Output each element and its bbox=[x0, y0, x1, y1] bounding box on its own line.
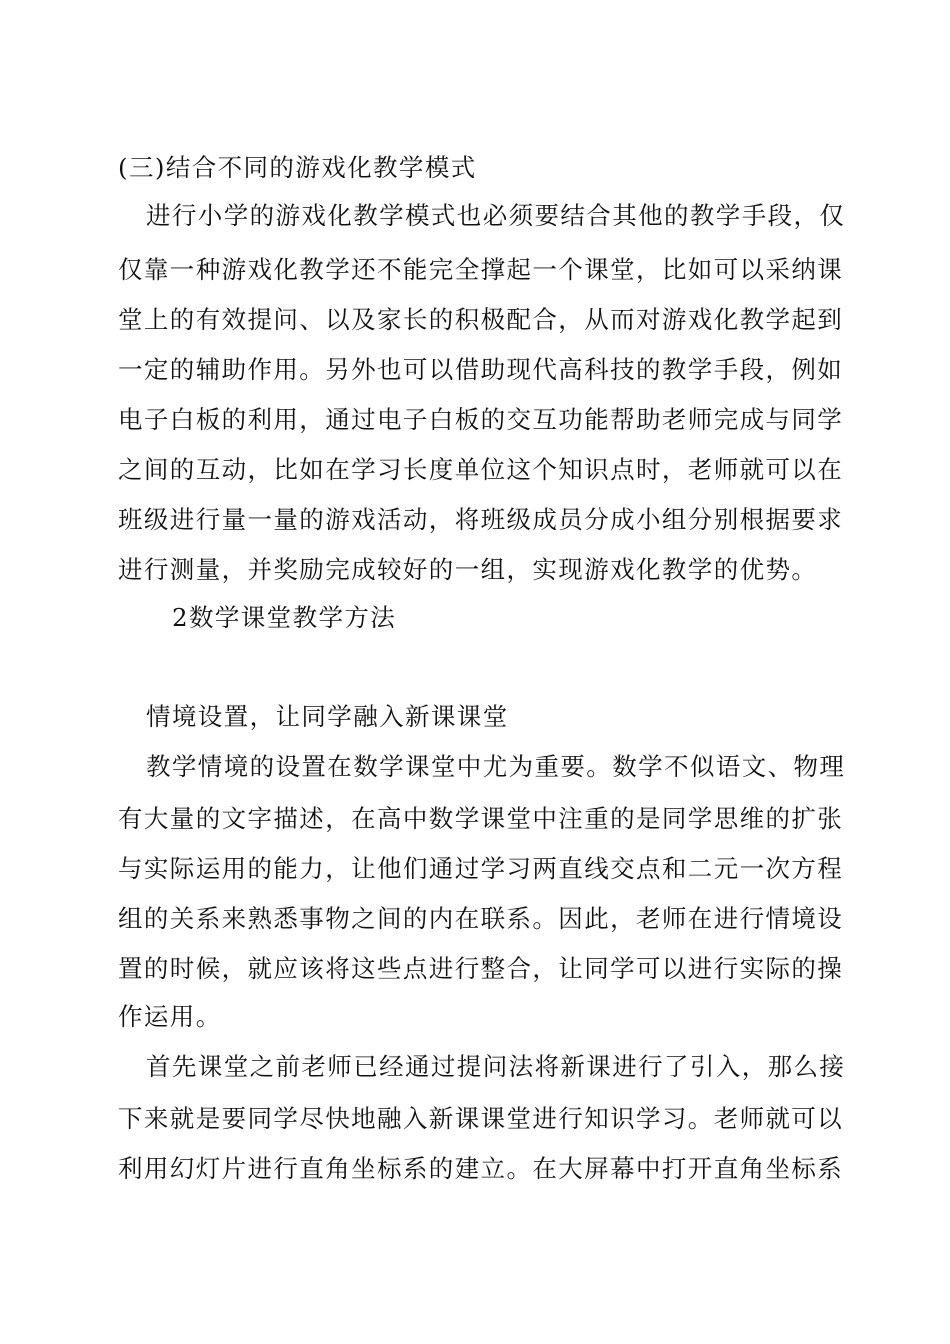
paragraph-3-line-3: 利用幻灯片进行直角坐标系的建立。在大屏幕中打开直角坐标系 bbox=[118, 1154, 844, 1183]
paragraph-1-line-5: 电子白板的利用，通过电子白板的交互功能帮助老师完成与同学 bbox=[118, 405, 844, 434]
paragraph-1-line-8: 进行测量，并奖励完成较好的一组，实现游戏化教学的优势。 bbox=[118, 555, 818, 584]
paragraph-1-line-2: 仅靠一种游戏化教学还不能完全撑起一个课堂，比如可以采纳课 bbox=[118, 255, 844, 284]
paragraph-3-line-1: 首先课堂之前老师已经通过提问法将新课进行了引入，那么接 bbox=[146, 1052, 846, 1081]
section-heading: (三)结合不同的游戏化教学模式 bbox=[118, 153, 477, 182]
paragraph-2-line-1: 教学情境的设置在数学课堂中尤为重要。数学不似语文、物理 bbox=[146, 752, 846, 781]
paragraph-1-line-1: 进行小学的游戏化教学模式也必须要结合其他的教学手段，仅 bbox=[146, 201, 846, 230]
paragraph-1-line-7: 班级进行量一量的游戏活动，将班级成员分成小组分别根据要求 bbox=[118, 505, 844, 534]
paragraph-1-line-6: 之间的互动，比如在学习长度单位这个知识点时，老师就可以在 bbox=[118, 455, 844, 484]
paragraph-2-line-5: 置的时候，就应该将这些点进行整合，让同学可以进行实际的操 bbox=[118, 954, 844, 983]
paragraph-2-line-4: 组的关系来熟悉事物之间的内在联系。因此，老师在进行情境设 bbox=[118, 904, 844, 933]
chapter-heading: 2数学课堂教学方法 bbox=[172, 603, 397, 632]
subheading: 情境设置，让同学融入新课课堂 bbox=[146, 702, 509, 731]
paragraph-2-line-6: 作运用。 bbox=[118, 1002, 222, 1031]
paragraph-1-line-4: 一定的辅助作用。另外也可以借助现代高科技的教学手段，例如 bbox=[118, 355, 844, 384]
paragraph-3-line-2: 下来就是要同学尽快地融入新课课堂进行知识学习。老师就可以 bbox=[118, 1104, 844, 1133]
paragraph-2-line-3: 与实际运用的能力，让他们通过学习两直线交点和二元一次方程 bbox=[118, 854, 844, 883]
paragraph-1-line-3: 堂上的有效提问、以及家长的积极配合，从而对游戏化教学起到 bbox=[118, 305, 844, 334]
paragraph-2-line-2: 有大量的文字描述，在高中数学课堂中注重的是同学思维的扩张 bbox=[118, 804, 844, 833]
